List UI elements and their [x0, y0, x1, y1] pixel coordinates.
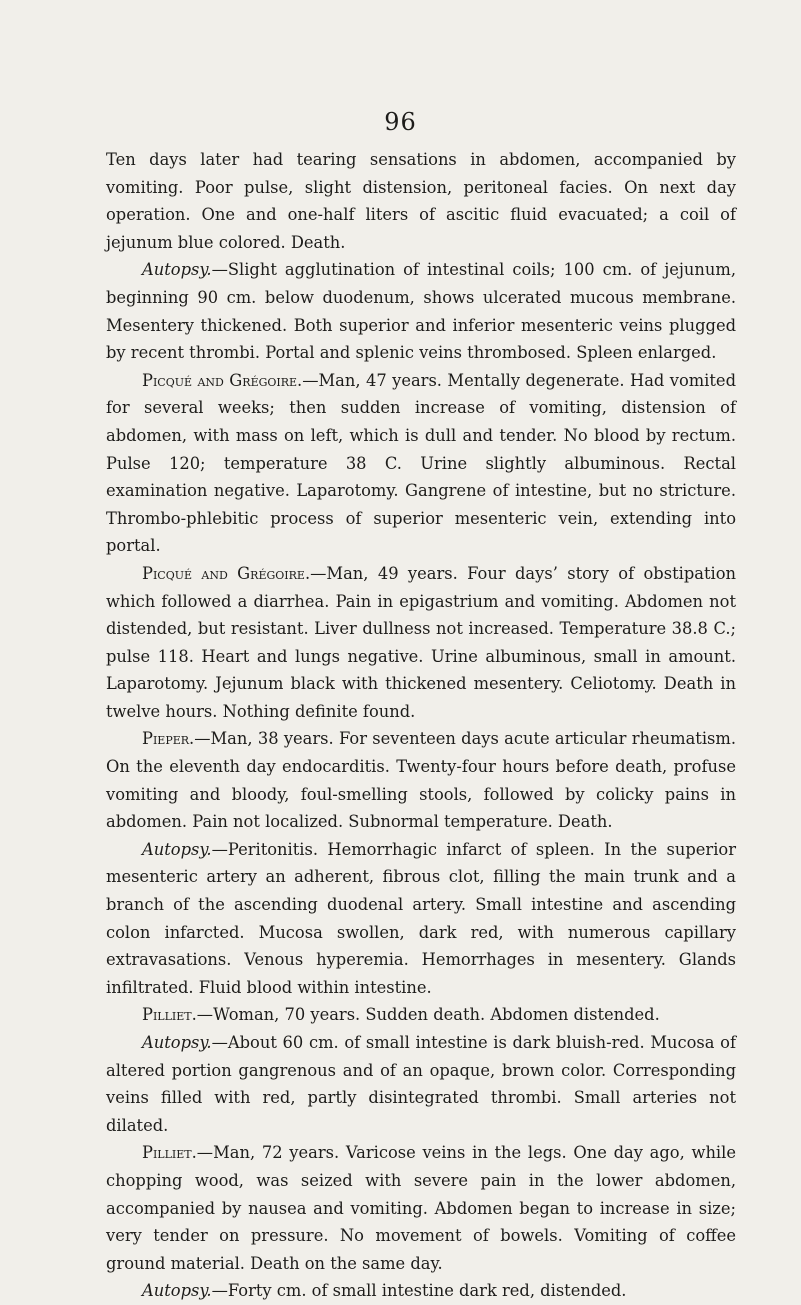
paragraph-lead: Pieper.: [142, 729, 195, 749]
paragraph-text: —Man, 72 years. Varicose veins in the legs. One day ago, while chopping wood, was seized with severe pain in the lower abdomen, accompanied by nausea and vomiting. Abdomen began to increase in size; very tender on pressure. No movement of bowels. Vomiting of coffee ground material. Death on the same day.: [106, 1143, 736, 1273]
paragraph-text: —Slight agglutination of intestinal coils; 100 cm. of jejunum, beginning 90 cm. below duodenum, shows ulcerated mucous membrane. Mesentery thickened. Both superior and inferior mesenteric veins plugged by recent thrombi. Portal and splenic veins thrombosed. Spleen enlarged.: [106, 260, 736, 363]
paragraph-text: —Man, 47 years. Mentally degenerate. Had vomited for several weeks; then sudden increase of vomiting, distension of abdomen, with mass on left, which is dull and tender. No blood by rectum. Pulse 120; temperature 38 C. Urine slightly albuminous. Rectal examination negative. Laparotomy. Gangrene of intestine, but no stricture. Thrombo-phlebitic process of superior mesenteric vein, extending into portal.: [106, 370, 736, 556]
paragraph-case-pilliet-2: [106, 1139, 736, 1277]
paragraph-case-continuation: [106, 146, 736, 256]
paragraph-lead: Pilliet.: [142, 1005, 197, 1025]
paragraph-text: —Man, 49 years. Four days’ story of obstipation which followed a diarrhea. Pain in epigastrium and vomiting. Abdomen not distended, but resistant. Liver dullness not increased. Temperature 38.8 C.; pulse 118. Heart and lungs negative. Urine albuminous, small in amount. Laparotomy. Jejunum black with thickened mesentery. Celiotomy. Death in twelve hours. Nothing definite found.: [106, 563, 736, 721]
paragraph-case-picque-gregoire-2: [106, 560, 736, 726]
page-number: 96: [384, 108, 417, 136]
paragraph-case-picque-gregoire-1: [106, 367, 736, 560]
paragraph-text: Ten days later had tearing sensations in abdomen, accompanied by vomiting. Poor pulse, slight distension, peritoneal facies. On next day operation. One and one-half liters of ascitic fluid evacuated; a coil of jejunum blue colored. Death.: [106, 150, 736, 252]
paragraph-lead: Autopsy.: [142, 1281, 212, 1301]
paragraph-text: —Man, 38 years. For seventeen days acute articular rheumatism. On the eleventh day endocarditis. Twenty-four hours before death, profuse vomiting and bloody, foul-smelling stools, followed by colicky pains in abdomen. Pain not localized. Subnormal temperature. Death.: [106, 729, 736, 832]
paragraph-lead: Autopsy.: [142, 1033, 212, 1052]
paragraph-lead: Pilliet.: [142, 1143, 197, 1163]
body-text: [106, 146, 736, 1305]
paragraph-text: —Woman, 70 years. Sudden death. Abdomen distended.: [196, 1005, 660, 1025]
paragraph-lead: Picqué and Grégoire.: [142, 563, 311, 583]
paragraph-lead: Autopsy.: [142, 260, 212, 280]
paragraph-autopsy: [106, 256, 736, 366]
paragraph-lead: Autopsy.: [142, 839, 212, 859]
paragraph-text: —Forty cm. of small intestine dark red, distended.: [211, 1281, 627, 1301]
paragraph-autopsy: [106, 836, 736, 1002]
paragraph-case-pieper: [106, 725, 736, 835]
paragraph-text: —About 60 cm. of small intestine is dark bluish-red. Mucosa of altered portion gangrenous and of an opaque, brown color. Corresponding veins filled with red, partly disintegrated thrombi. Small arteries not dilated.: [106, 1033, 736, 1135]
paragraph-autopsy: [106, 1029, 736, 1139]
paragraph-text: —Peritonitis. Hemorrhagic infarct of spleen. In the superior mesenteric artery an adherent, fibrous clot, filling the main trunk and a branch of the ascending duodenal artery. Small intestine and ascending colon infarcted. Mucosa swollen, dark red, with numerous capillary extravasations. Venous hyperemia. Hemorrhages in mesentery. Glands infiltrated. Fluid blood within intestine.: [106, 839, 736, 997]
paragraph-lead: Picqué and Grégoire.: [142, 370, 303, 390]
paragraph-case-pilliet-1: [106, 1001, 736, 1029]
paragraph-autopsy: [106, 1277, 736, 1305]
